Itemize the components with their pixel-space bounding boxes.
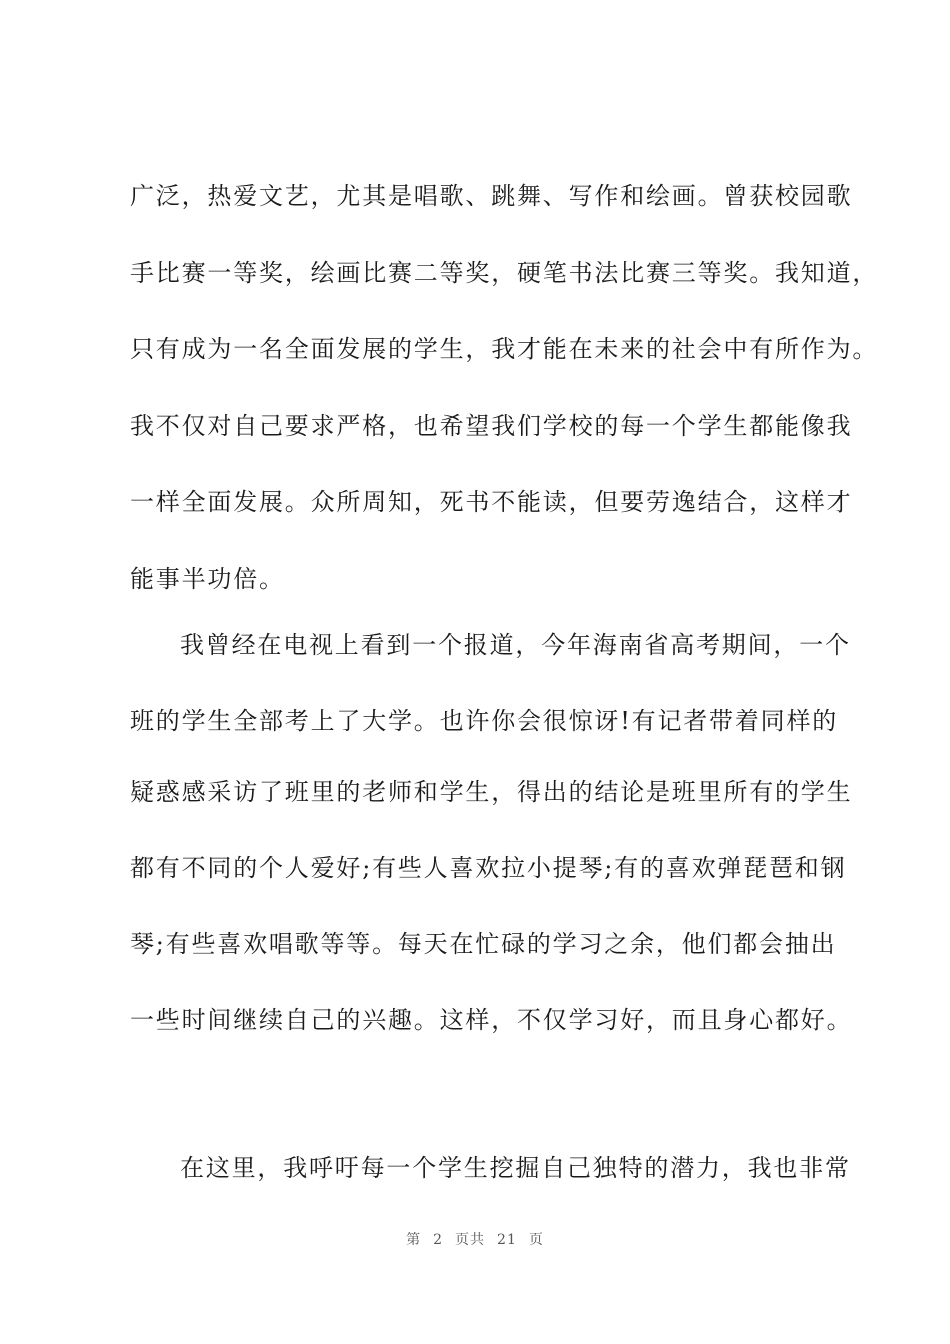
paragraph-line: 我不仅对自己要求严格，也希望我们学校的每一个学生都能像我	[130, 412, 853, 440]
footer-prefix: 第	[406, 1232, 422, 1248]
paragraph-line: 琴;有些喜欢唱歌等等。每天在忙碌的学习之余，他们都会抽出	[130, 930, 837, 958]
footer-total-pages: 21	[497, 1232, 517, 1248]
paragraph-line: 班的学生全部考上了大学。也许你会很惊讶!有记者带着同样的	[130, 707, 839, 735]
paragraph-line: 能事半功倍。	[130, 565, 285, 593]
footer-current-page: 2	[433, 1232, 444, 1248]
paragraph-line: 手比赛一等奖，绘画比赛二等奖，硬笔书法比赛三等奖。我知道，	[130, 259, 879, 287]
footer-middle: 页共	[455, 1232, 486, 1248]
paragraph-line: 在这里，我呼吁每一个学生挖掘自己独特的潜力，我也非常	[180, 1154, 851, 1182]
paragraph-line: 都有不同的个人爱好;有些人喜欢拉小提琴;有的喜欢弹琵琶和钢	[130, 854, 847, 882]
paragraph-line: 一些时间继续自己的兴趣。这样，不仅学习好，而且身心都好。	[130, 1006, 853, 1034]
paragraph-line: 我曾经在电视上看到一个报道，今年海南省高考期间，一个	[180, 631, 851, 659]
paragraph-line: 只有成为一名全面发展的学生，我才能在未来的社会中有所作为。	[130, 335, 879, 363]
paragraph-line: 广泛，热爱文艺，尤其是唱歌、跳舞、写作和绘画。曾获校园歌	[130, 182, 853, 210]
page-footer	[0, 1229, 950, 1249]
paragraph-line: 疑惑感采访了班里的老师和学生，得出的结论是班里所有的学生	[130, 778, 853, 806]
footer-suffix: 页	[528, 1232, 544, 1248]
paragraph-line: 一样全面发展。众所周知，死书不能读，但要劳逸结合，这样才	[130, 488, 853, 516]
